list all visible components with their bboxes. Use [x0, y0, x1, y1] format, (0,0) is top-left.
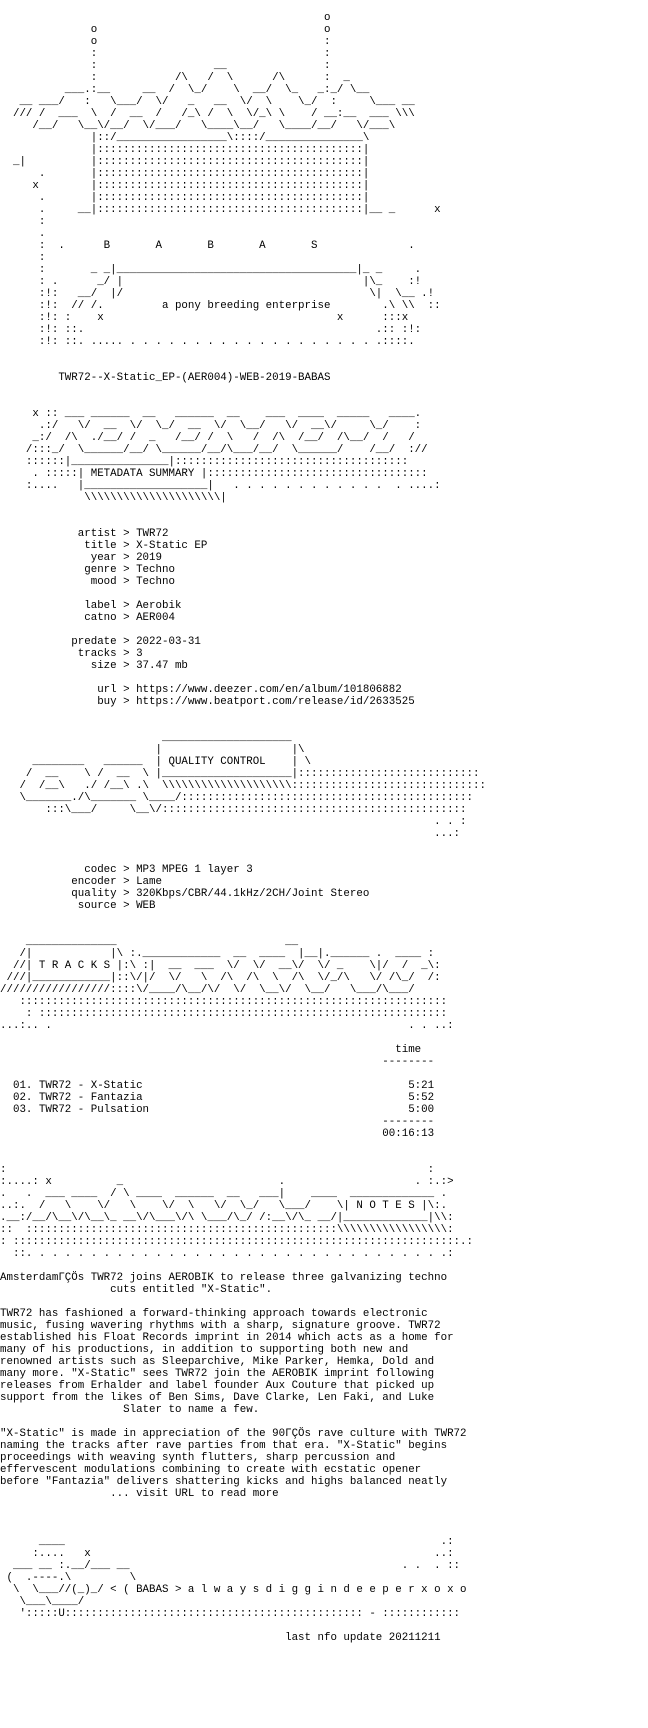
nfo-text: o o o o : : : : __ : : /\ / \ /\ : _ ___.:__ __ / \_/ \ __/ \_ _:_/ \__ __ ___/ : \___/ \/ _ __ \/ \ \_/ : \___ __ /// / ___ \ / __ / /_\ / \ \/_\ \ / __:__ ___ \\\ /__/ \__\/__/ \/___/ \____\__/ \____/__/ \/___\ |::/_________________\::::/_______________\ |:::::::::::::::::::::::::::::::::::::::::| _| |:::::::::::::::::::::::::::::::::::::::::| . |:::::::::::::::::::::::::::::::::::::::::| x |:::::::::::::::::::::::::::::::::::::::::| . |:::::::::::::::::::::::::::::::::::::::::| . __|:::::::::::::::::::::::::::::::::::::::::|__ _ x : . : . B A B A S . : : _ _|_____________________________________|_ _ . : . _/ | |\_ :! :!: __/ |/ \| \__ .! :!: // /. a pony breeding enterprise .\ \\ :: :!: : x x :::x :!: ::. .:: :!: :!: ::. ..... . . . . . . . . . . . . . . . . . . . .::::. TWR72--X-Static_EP-(AER004)-WEB-2019-BABAS x :: ___ ______ __ ______ __ ___ ____ _____ ____. .:/ \/ __ \/ \_/ __ \/ \__/ \/ __\/ \_/ : _:/ /\ ./__/ / _ /__/ / \ / /\ /__/ /\__/ / / /:::_/ \______/__/ \______/__/\___/__/ \______/ /__/ :// ::::::|_______________|:::::::::::::::::::::::::::::::::::: . :::::| METADATA SUMMARY |:::::::::::::::::::::::::::::::::: :.... |___________________| . . . . . . . . . . . . . ....: \\\\\\\\\\\\\\\\\\\\\| artist > TWR72 title > X-Static EP year > 2019 genre > Techno mood > Techno label > Aerobik catno > AER004 predate > 2022-03-31 tracks > 3 size > 37.47 mb url > https://www.deezer.com/en/album/101806882 buy > https://www.beatport.com/release/id/2633525 ____________________ | |\ ________ ______ | QUALITY CONTROL | \ / __ \ / __ \ |____________________|:::::::::::::::::::::::::::: / /__\ ./ /__\ .\ \\\\\\\\\\\\\\\\\\\\:::::::::::::::::::::::::::::: \_______./\_______ \____/::::::::::::::::::::::::::::::::::::::::::::: :::\___/ \__\/::::::::::::::::::::::::::::::::::::::::::::::: . . : ...: codec > MP3 MPEG 1 layer 3 encoder > Lame quality > 320Kbps/CBR/44.1kHz/2CH/Joint Stereo source > WEB ______________ __ /| |\ :.____________ __ ____ |__|.______ . ____ : //| T R A C K S |:\ :| __ ___ \/ \/ __\/ \/ _ \|/ / _\: ///|____________|::\/|/ \/ \ /\ /\ \ /\ \/_/\ \/ /\_/ /: /////////////////::::\/____/\__/\/ \/ \__\/ \__/ \___/\___/ :::::::::::::::::::::::::::::::::::::::::::::::::::::::::::::::::: : ::::::::::::::::::::::::::::::::::::::::::::::::::::::::::::::: ...:.. . . . ..: time -------- 01. TWR72 - X-Static 5:21 02. TWR72 - Fantazia 5:52 03. TWR72 - Pulsation 5:00 -------- 00:16:13 : : :....: x _ . . :.:> . . ___ ____ / \ ____ ______ __ ___| ____ _____________ . ..:. / \ \/ \ \/ \ \/ \_/ \___/ \| N O T E S |\:. .__:/__/\__\/\__\_ __\/\___\/\ \___/\_/ /:__\/\_ __/|_____________|\\: :: ::::::::::::::::::::::::::::::::::::::::::::::::\\\\\\\\\\\\\\\\\: : :::::::::::::::::::::::::::::::::::::::::::::::::::::::::::::::::::::.: ::. . . . . . . . . . . . . . . . . . . . . . . . . . . . . . . . .: AmsterdamΓÇÖs TWR72 joins AEROBIK to release three galvanizing techno cuts entitled "X-Static". TWR72 has fashioned a forward-thinking approach towards electronic music, fusing wavering rhythms with a sharp, signature groove. TWR72 established his Float Records imprint in 2014 which acts as a home for many of his productions, in addition to supporting both new and renowned artists such as Sleeparchive, Mike Parker, Hemka, Dold and many more. "X-Static" sees TWR72 join the AEROBIK imprint following releases from Erhalder and label founder Aux Couture that picked up support from the likes of Ben Sims, Dave Clarke, Len Faki, and Luke Slater to name a few. "X-Static" is made in appreciation of the 90ΓÇÖs rave culture with TWR72 naming the tracks after rave parties from that era. "X-Static" begins proceedings with weaving synth flutters, sharp percussion and effervescent modulations combining to create with ecstatic opener before "Fantazia" delivers shattering kicks and highs balanced neatly ... visit URL to read more ____ .: :.... x ..: ___ __ :.__/___ __ . . . :: ( .----.\ \ \ \___//(_)_/ < ( BABAS > a l w a y s d i g g i n d e e p e r x o x o \___\____/ ':::::U:::::::::::::::::::::::::::::::::::::::::::::: - :::::::::::: last nfo update 20211211 — [0, 12, 486, 1644]
